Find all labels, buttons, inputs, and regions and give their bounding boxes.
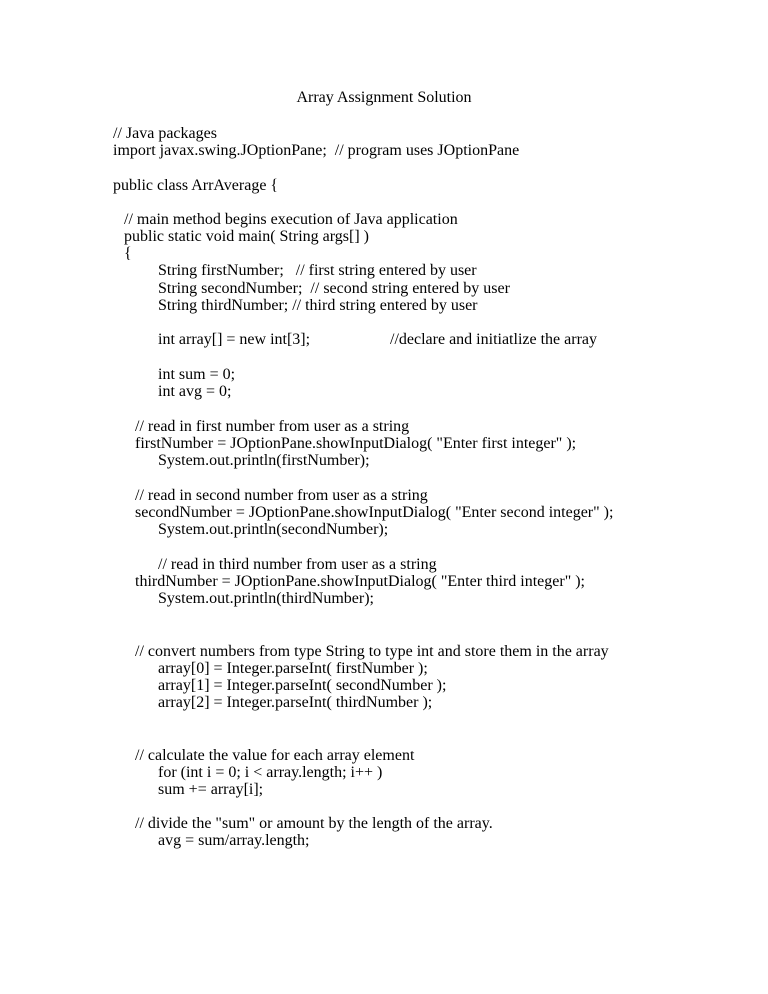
code-line: int array[] = new int[3]; — [158, 331, 311, 348]
code-line: // calculate the value for each array element — [135, 747, 415, 764]
code-line: import javax.swing.JOptionPane; // program uses JOptionPane — [113, 142, 520, 159]
code-line: // read in third number from user as a string — [158, 556, 437, 573]
code-line: sum += array[i]; — [158, 781, 264, 798]
code-line: int avg = 0; — [158, 383, 232, 400]
code-comment: //declare and initiatlize the array — [390, 331, 597, 348]
code-line: String secondNumber; // second string entered by user — [158, 280, 510, 297]
code-line: for (int i = 0; i < array.length; i++ ) — [158, 764, 383, 781]
code-line: array[2] = Integer.parseInt( thirdNumber ); — [158, 694, 433, 711]
code-line: String thirdNumber; // third string entered by user — [158, 297, 478, 314]
code-line: secondNumber = JOptionPane.showInputDialog( "Enter second integer" ); — [135, 504, 614, 521]
code-line: // Java packages — [113, 125, 217, 142]
code-line: // read in first number from user as a string — [135, 418, 410, 435]
code-line: firstNumber = JOptionPane.showInputDialog( "Enter first integer" ); — [135, 435, 577, 452]
code-line: avg = sum/array.length; — [158, 832, 310, 849]
code-line: // divide the "sum" or amount by the length of the array. — [135, 815, 493, 832]
code-line: array[1] = Integer.parseInt( secondNumber ); — [158, 677, 447, 694]
code-line: System.out.println(secondNumber); — [158, 521, 389, 538]
code-line: int sum = 0; — [158, 366, 236, 383]
code-line: System.out.println(thirdNumber); — [158, 590, 374, 607]
code-line: // convert numbers from type String to type int and store them in the array — [135, 643, 609, 660]
code-line: array[0] = Integer.parseInt( firstNumber ); — [158, 660, 428, 677]
code-line: // read in second number from user as a string — [135, 487, 428, 504]
code-line: public class ArrAverage { — [113, 177, 279, 194]
code-line: // main method begins execution of Java application — [124, 211, 458, 228]
document-title: Array Assignment Solution — [296, 89, 472, 106]
code-line: { — [124, 245, 132, 262]
code-line: public static void main( String args[] ) — [124, 228, 369, 245]
code-line: String firstNumber; // first string entered by user — [158, 262, 477, 279]
code-line: thirdNumber = JOptionPane.showInputDialog( "Enter third integer" ); — [135, 573, 585, 590]
code-line: System.out.println(firstNumber); — [158, 452, 370, 469]
